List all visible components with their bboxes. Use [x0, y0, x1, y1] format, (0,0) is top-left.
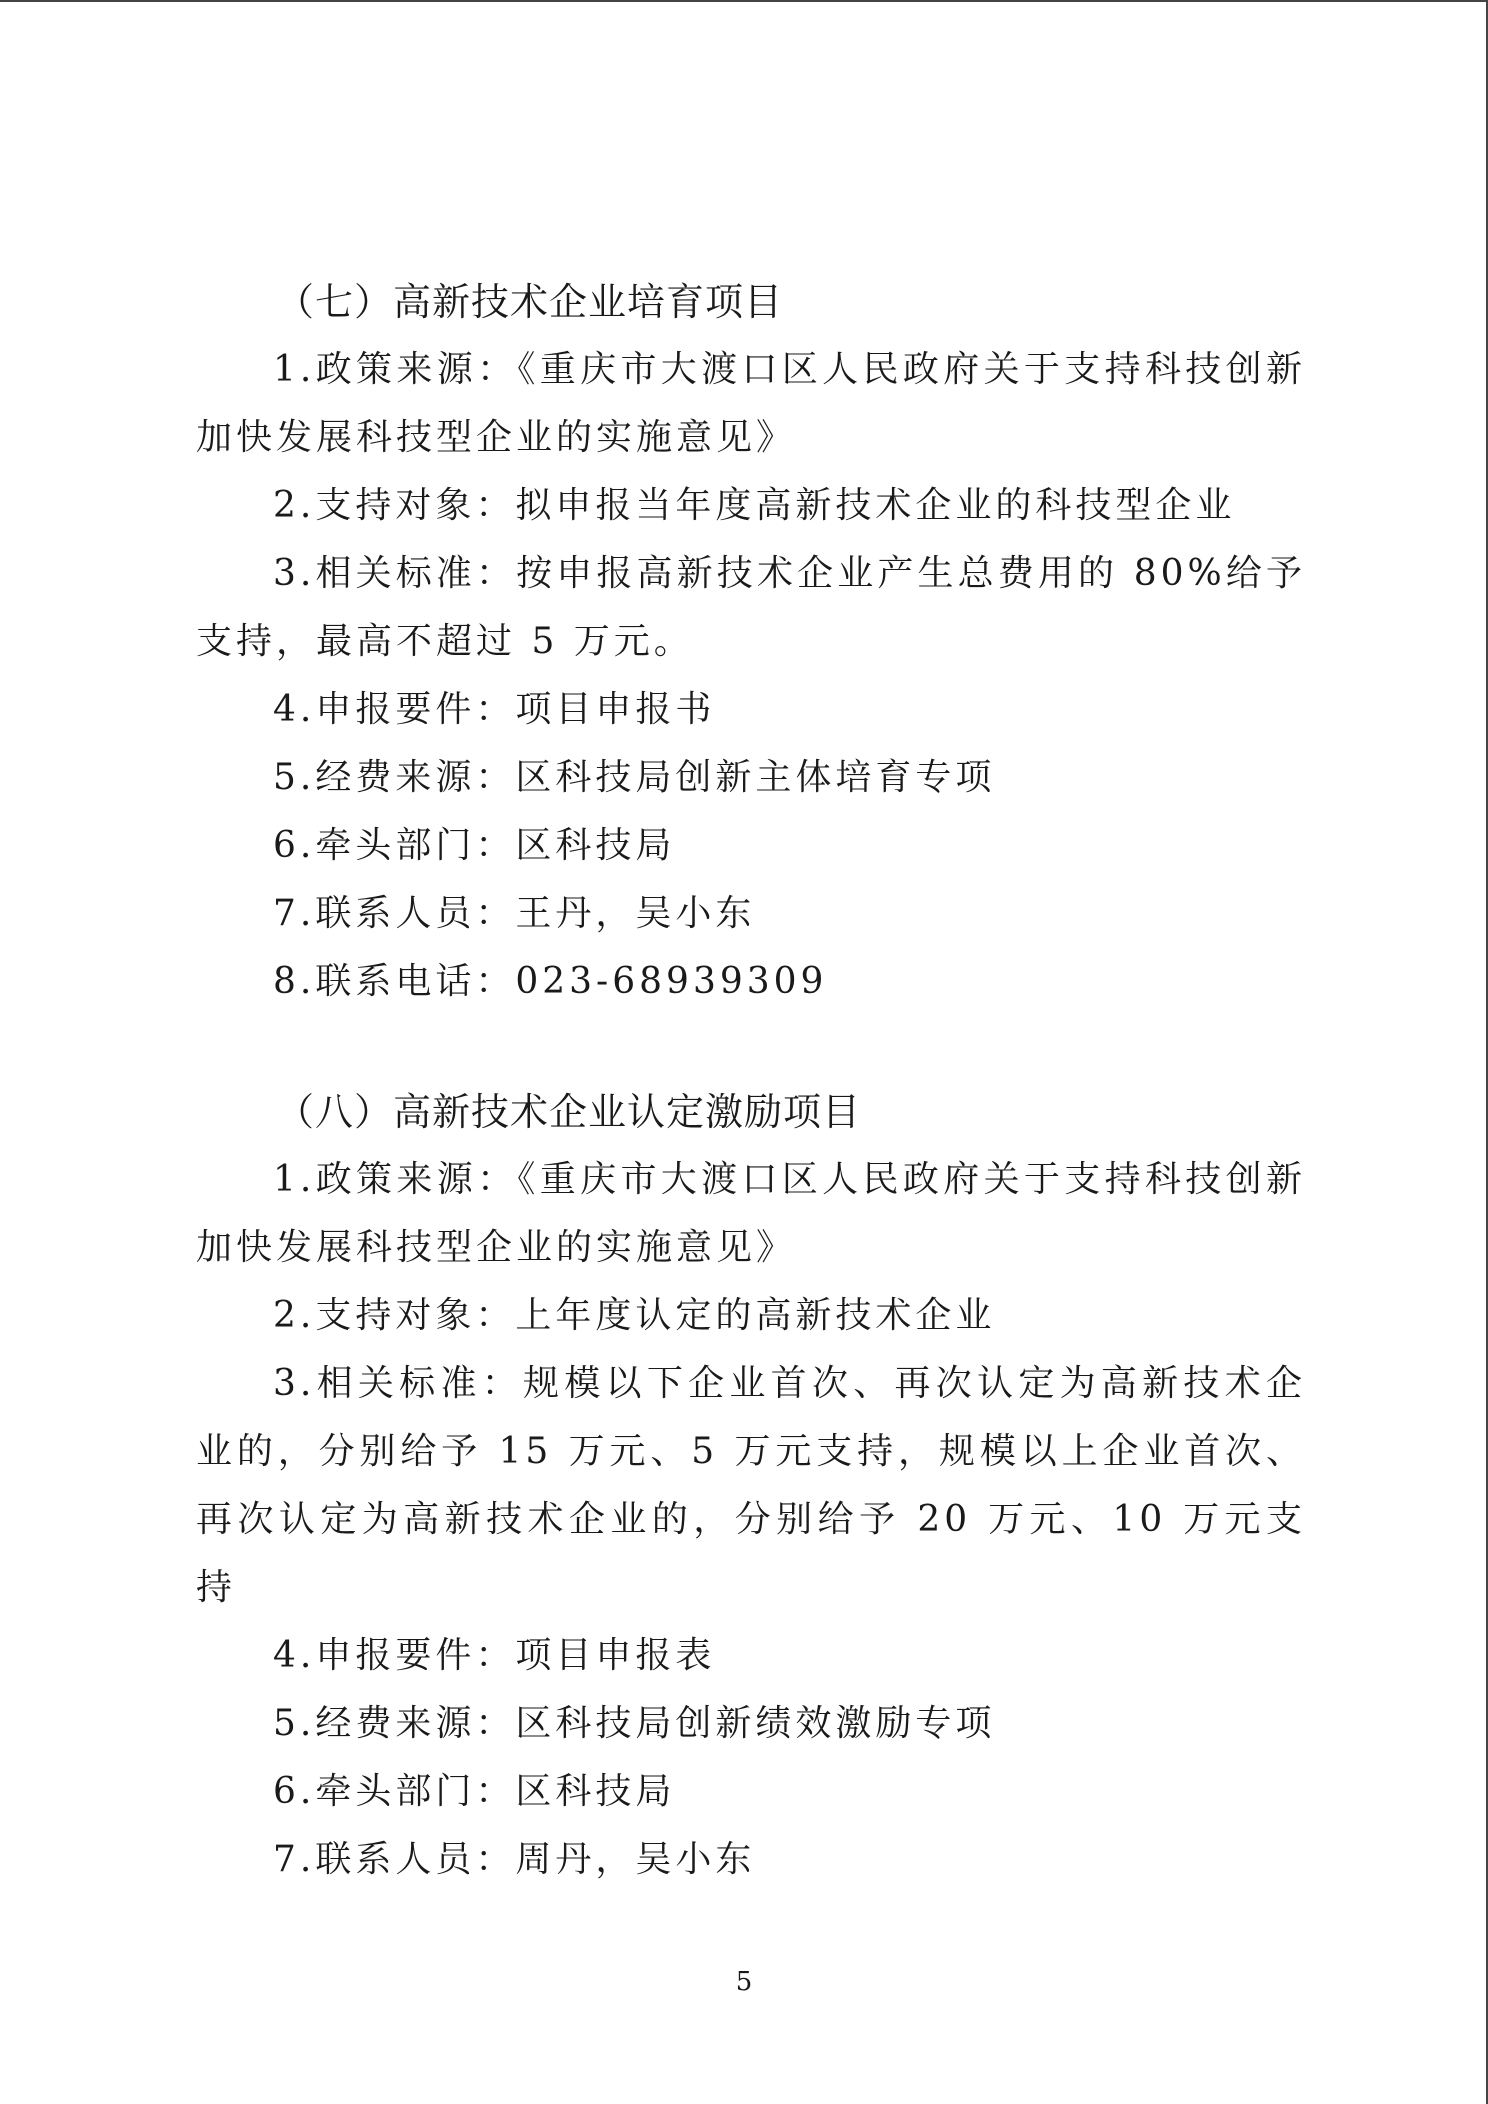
section-7 — [196, 268, 1306, 1016]
lead-department: 6.牵头部门：区科技局 — [273, 1771, 676, 1812]
funding-source: 5.经费来源：区科技局创新绩效激励专项 — [273, 1703, 996, 1744]
application-docs: 4.申报要件：项目申报书 — [273, 689, 716, 730]
contact-phone: 8.联系电话：023-68939309 — [273, 961, 828, 1002]
section-8 — [196, 1078, 1306, 1894]
standard: 3.相关标准：按申报高新技术企业产生总费用的 80%给予支持，最高不超过 5 万元。 — [196, 553, 1306, 662]
section-heading: （七）高新技术企业培育项目 — [276, 280, 784, 324]
contact-persons: 7.联系人员：周丹，吴小东 — [273, 1839, 756, 1880]
application-docs: 4.申报要件：项目申报表 — [273, 1635, 716, 1676]
funding-source: 5.经费来源：区科技局创新主体培育专项 — [273, 757, 996, 798]
support-target: 2.支持对象：拟申报当年度高新技术企业的科技型企业 — [273, 485, 1236, 526]
policy-source: 1.政策来源：《重庆市大渡口区人民政府关于支持科技创新加快发展科技型企业的实施意见》 — [196, 349, 1306, 458]
section-heading: （八）高新技术企业认定激励项目 — [276, 1090, 862, 1134]
lead-department: 6.牵头部门：区科技局 — [273, 825, 676, 866]
page-number: 5 — [735, 1967, 753, 1997]
support-target: 2.支持对象：上年度认定的高新技术企业 — [273, 1295, 996, 1336]
standard: 3.相关标准：规模以下企业首次、再次认定为高新技术企业的，分别给予 15 万元、5 万元支持，规模以上企业首次、再次认定为高新技术企业的，分别给予 20 万元、10 万元支持 — [196, 1363, 1306, 1608]
page-border-top — [0, 0, 1488, 2]
contact-persons: 7.联系人员：王丹，吴小东 — [273, 893, 756, 934]
policy-source: 1.政策来源：《重庆市大渡口区人民政府关于支持科技创新加快发展科技型企业的实施意见》 — [196, 1159, 1306, 1268]
